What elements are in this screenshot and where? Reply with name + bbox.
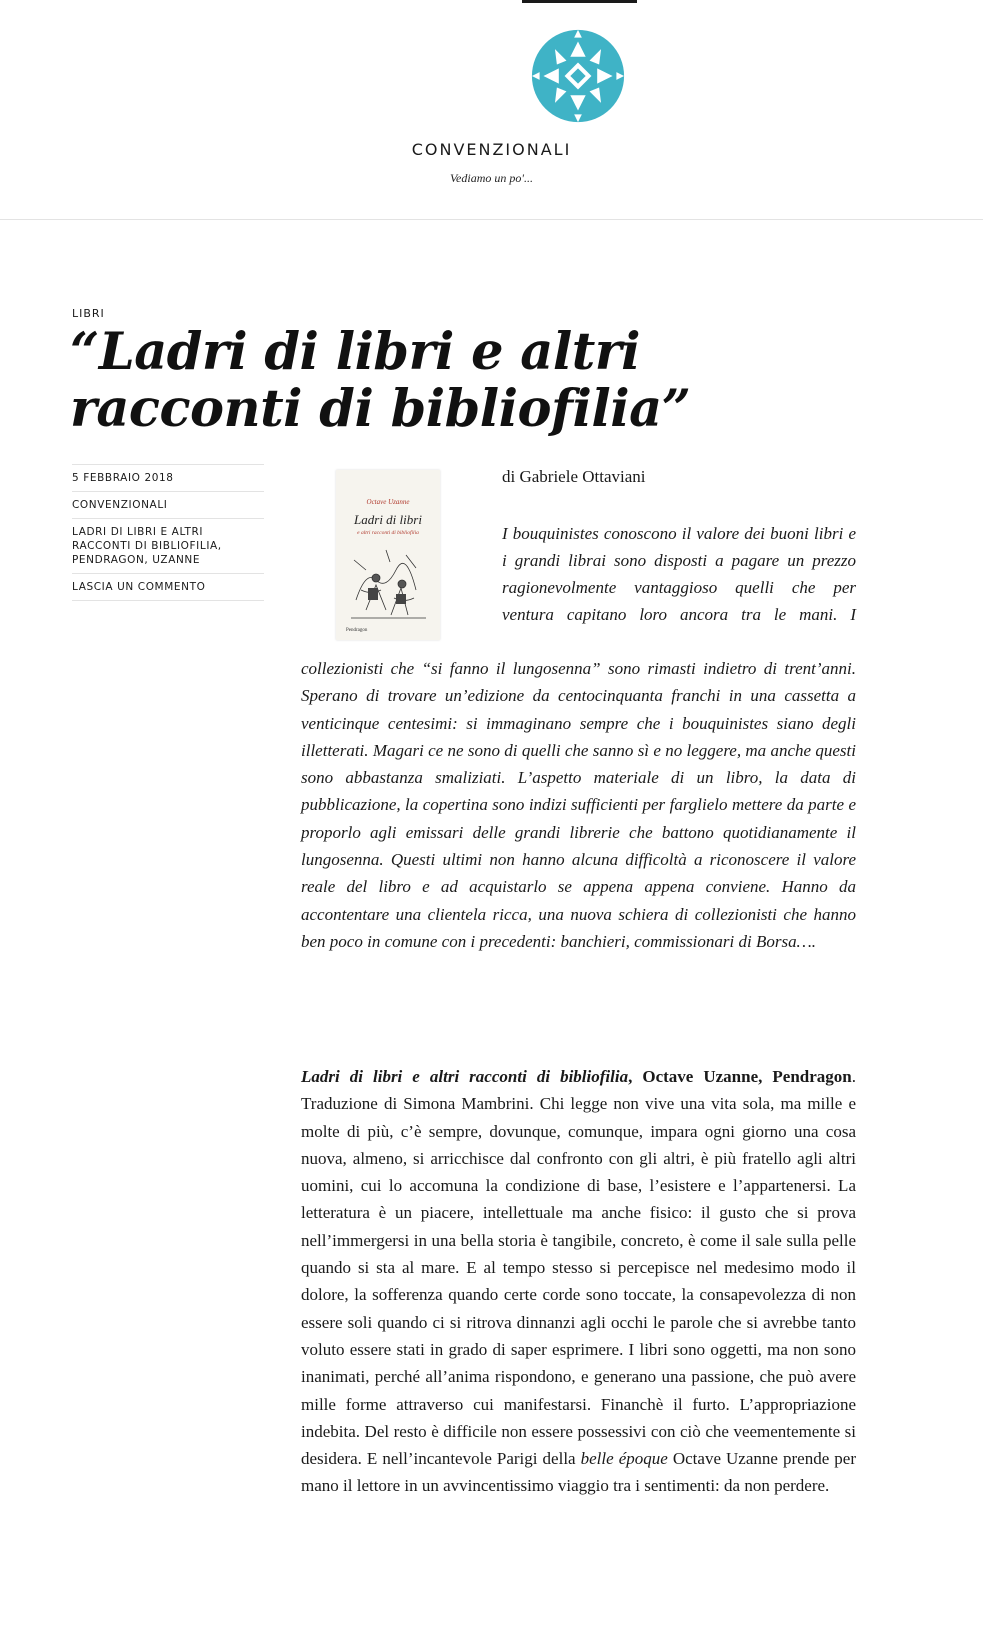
site-title[interactable]: CONVENZIONALI: [411, 140, 572, 159]
post-tags-links[interactable]: LADRI DI LIBRI E ALTRI RACCONTI DI BIBLIOFILIA, PENDRAGON, UZANNE: [72, 518, 264, 573]
quote-paragraph-top: I bouquinistes conoscono il valore dei buoni libri e i grandi librai sono disposti a pagare un prezzo ragionevolmente vantaggioso quelli che per ventura capitano loro ancora tra le mani. I: [502, 524, 856, 624]
book-title: Ladri di libri e altri racconti di bibliofilia: [301, 1067, 629, 1086]
review-paragraph: [301, 1063, 856, 1500]
cover-publisher: Pendragon: [346, 628, 368, 633]
book-author-publisher: Octave Uzanne, Pendragon: [642, 1067, 852, 1086]
cover-title: Ladri di libri: [354, 512, 422, 527]
post-byline: di Gabriele Ottaviani: [502, 467, 646, 486]
cover-illustration: [346, 540, 430, 624]
site-header: [0, 0, 983, 220]
quote-paragraph-main: collezionisti che “si fanno il lungosenna” sono rimasti indietro di trent’anni. Sperano di trovare un’edizione da centocinquanta franchi in una cassetta a venticinque centesimi: si immaginano sempre che i bouquinistes siano degli illetterati. Magari ce ne sono di quelli che sanno sì e no leggere, ma anche questi sono abbastanza smaliziati. L’aspetto materiale di un libro, la data di pubblicazione, la copertina sono indizi sufficienti per farglielo mettere da parte e proporlo agli emissari delle grandi librerie che battono quotidianamente il lungosenna. Questi ultimi non hanno alcuna difficoltà a riconoscere il valore reale del libro e ad acquistarlo se appena appena conviene. Hanno da accontentare una clientela ricca, una nuova schiera di collezionisti che hanno ben poco in comune con i precedenti: banchieri, commissionari di Borsa….: [301, 659, 856, 951]
cover-author: Octave Uzanne: [366, 498, 410, 506]
site-logo-icon[interactable]: [530, 28, 626, 124]
post-date-link[interactable]: 5 FEBBRAIO 2018: [72, 464, 264, 491]
post-author-link[interactable]: CONVENZIONALI: [72, 491, 264, 518]
post-meta: [72, 464, 264, 601]
review-text-b: Octave Uzanne prende per mano il lettore in un avvincentissimo viaggio tra i sentimenti: da non perdere.: [301, 1449, 856, 1496]
belle-epoque: belle époque: [580, 1449, 668, 1469]
leave-comment-link[interactable]: LASCIA UN COMMENTO: [72, 573, 264, 601]
book-title-separator: ,: [628, 1067, 643, 1086]
post-category-link[interactable]: LIBRI: [72, 307, 105, 320]
book-cover-image: [336, 470, 440, 640]
post-title: “Ladri di libri e altri racconti di bibliofilia”: [70, 322, 691, 439]
review-text-a: . Traduzione di Simona Mambrini. Chi legge non vive una vita sola, ma mille e molte di più, c’è sempre, dovunque, comunque, impara ogni giorno una cosa nuova, almeno, si arricchisce dal confronto con gli altri, è più fratello agli altri uomini, cui lo accomuna la condizione di base, l’esistere e l’appartenersi. La letteratura è un piacere, intellettuale ma anche fisico: il gusto che si prova nell’immergersi in una bella storia è tangibile, concreto, è come il sale sulla pelle quando si sta al mare. E al tempo stesso si percepisce nel medesimo modo il dolore, la sofferenza quando certe corde sono toccate, la consapevolezza di non essere soli quando ci si ritrova dinnanzi agli occhi le parole che si avrebbe tanto voluto essere stati in grado di saper esprimere. I libri sono oggetti, ma non sono inanimati, perché all’anima rispondono, e generano una passione, che può avere mille forme attraverso cui manifestarsi. Financhè il furto. L’appropriazione indebita. Del resto è difficile non essere possessivi con ciò che veementemente si desidera. E nell’incantevole Parigi della: [301, 1067, 857, 1469]
site-tagline: Vediamo un po'...: [450, 171, 533, 185]
cover-subtitle: e altri racconti di bibliofilia: [357, 530, 419, 536]
